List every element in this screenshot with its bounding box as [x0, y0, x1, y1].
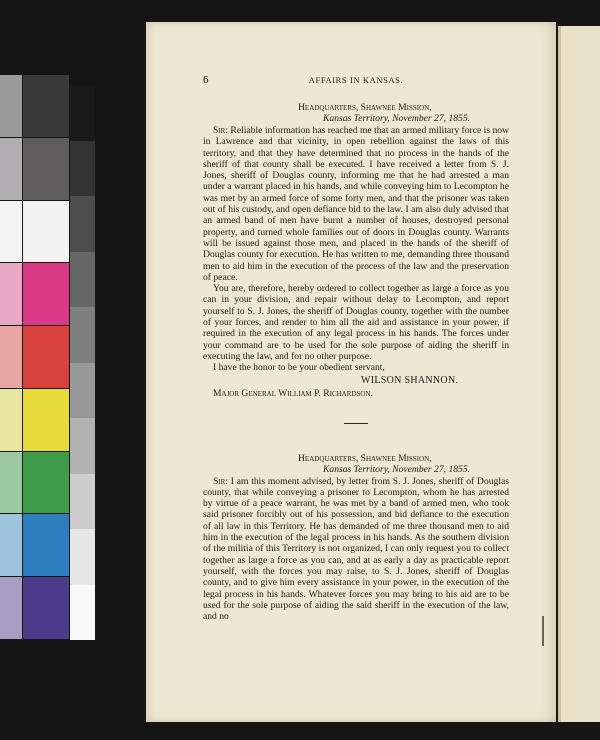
color-swatch	[0, 452, 22, 514]
gray-swatch	[70, 141, 95, 197]
color-swatch	[23, 514, 69, 576]
salutation: Sir:	[213, 125, 229, 136]
gray-swatch	[70, 529, 95, 585]
letter-1	[203, 102, 509, 399]
signature: WILSON SHANNON.	[361, 374, 459, 386]
section-divider	[344, 423, 368, 424]
color-swatch	[0, 138, 22, 200]
color-swatch	[23, 577, 69, 639]
facing-page-edge	[558, 26, 600, 722]
color-swatch	[0, 75, 22, 137]
color-swatch	[0, 577, 22, 639]
color-calibration-chart	[0, 75, 96, 640]
page-number: 6	[203, 74, 209, 86]
margin-mark	[542, 616, 544, 646]
gray-swatch	[70, 363, 95, 419]
letter-place-date: Kansas Territory, November 27, 1855.	[323, 463, 471, 475]
color-swatch	[0, 326, 22, 388]
gray-swatch	[70, 85, 95, 141]
letter-paragraph: You are, therefore, hereby ordered to collect together as large a force as you can in your division, and repair without delay to Lecompton, and report yourself to S. J. Jones, the sheriff of Douglas county, together with the number of your forces, and render to him all the aid and assistance in your power, if required in the execution of any legal process in his hands. The forces under your command are to be used for the sole purpose of aiding the sheriff in executing the law, and for no other purpose.	[203, 283, 509, 362]
gray-swatch	[70, 585, 95, 641]
page-header	[203, 74, 509, 88]
color-swatch	[0, 201, 22, 263]
color-swatch	[0, 263, 22, 325]
gray-swatch	[70, 474, 95, 530]
letter-closing: I have the honor to be your obedient servant,	[213, 362, 385, 374]
color-swatch	[0, 514, 22, 576]
gray-swatch	[70, 418, 95, 474]
salutation: Sir:	[213, 475, 229, 487]
letter-place-date: Kansas Territory, November 27, 1855.	[323, 113, 471, 124]
letter-paragraph: Sir: Reliable information has reached me that an armed military force is now in Lawrence and that vicinity, in open rebellion against the laws of this territory, and that they have determined that no process in the hands of the sheriff of that county shall be executed. I have received a letter from S. J. Jones, sheriff of Douglas county, informing me that he had arrested a man under a warrant placed in his hands, and while conveying him to Lecompton he was met by an armed force of some forty men, and that the prisoner was taken out of his custody, and open defiance bid to the law. I am also duly advised that an armed band of men have burnt a number of houses, destroyed personal property, and turned whole families out of doors in Douglas county. Warrants will be issued against those men, and placed in the hands of the sheriff of Douglas county for execution. He has written to me, demanding three thousand men to aid him in the execution of the process of the law and the preservation of peace.	[203, 125, 509, 283]
color-swatch	[23, 326, 69, 388]
page-text	[203, 74, 509, 622]
letter-2	[203, 453, 509, 623]
gray-swatch	[70, 307, 95, 363]
color-swatch	[23, 263, 69, 325]
color-swatch	[23, 389, 69, 451]
gray-swatch	[70, 196, 95, 252]
letter-heading: Headquarters, Shawnee Mission,	[298, 452, 432, 464]
color-swatch	[23, 75, 69, 137]
color-swatch	[0, 389, 22, 451]
letter-heading: Headquarters, Shawnee Mission,	[298, 102, 432, 113]
color-swatch	[23, 452, 69, 514]
color-swatch	[23, 138, 69, 200]
addressee: Major General William P. Richardson.	[213, 387, 373, 399]
gray-swatch	[70, 252, 95, 308]
letter-paragraph: Sir: I am this moment advised, by letter from S. J. Jones, sheriff of Douglas county, that while conveying a prisoner to Lecompton, whom he has arrested by virtue of a peace warrant, he was met by a band of armed men, who took said prisoner forcibly out of his possession, and bid defiance to the execution of all law in this Territory. He has demanded of me three thousand men to aid him in the execution of the legal process in his hands. As the southern division of the militia of this Territory is not organized, I can only request you to collect together as large a force as you can, and at as early a day as practicable report yourself, with the forces you may raise, to S. J. Jones, sheriff of Douglas county, and to give him every assistance in your power, in the execution of the legal process in his hands. Whatever forces you may bring to his aid are to be used for the sole purpose of aiding the said sheriff in the execution of the law, and no	[203, 475, 509, 623]
running-head: AFFAIRS IN KANSAS.	[308, 75, 404, 85]
color-swatch	[23, 201, 69, 263]
